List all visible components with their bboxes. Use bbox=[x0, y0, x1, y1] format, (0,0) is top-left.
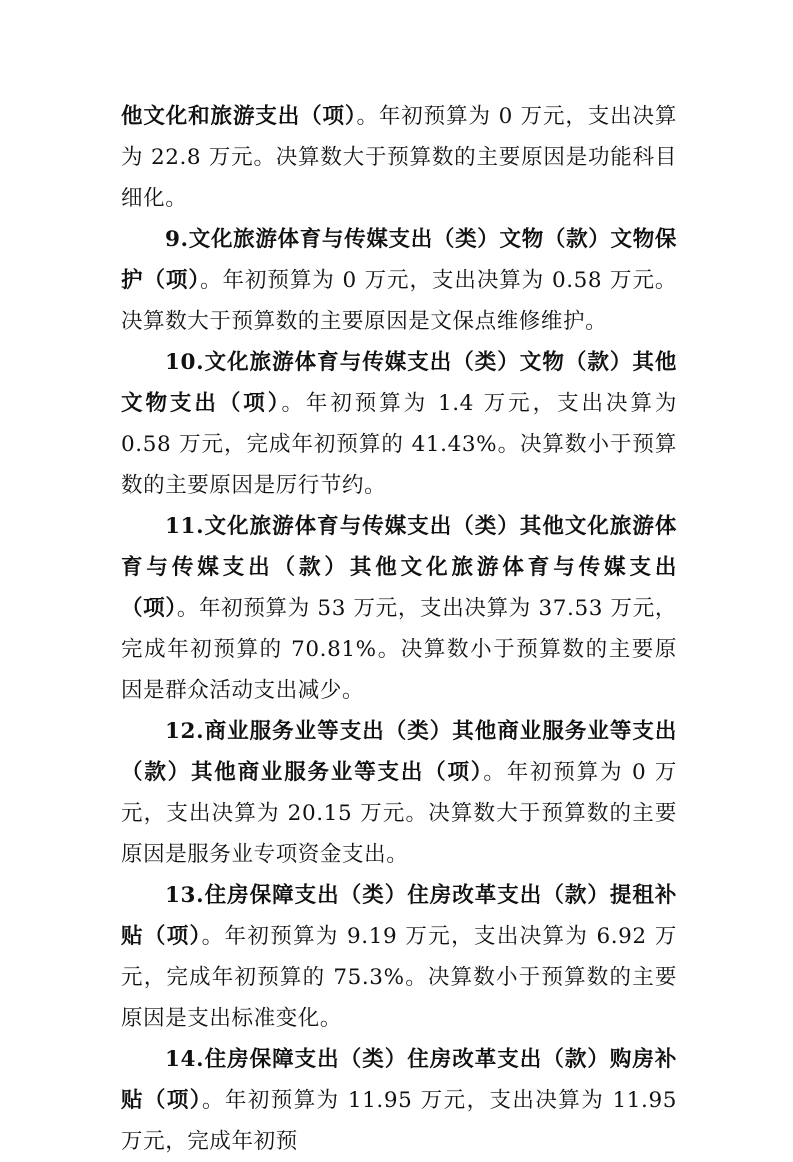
paragraph-text: 。年初预算为 9.19 万元，支出决算为 6.92 万元，完成年初预算的 75.3%。决算数小于预算数的主要原因是支出标准变化。 bbox=[121, 924, 678, 1031]
paragraph-heading: 11.文化旅游体育与传媒支出（类）其他文化旅游体育与传媒支出（款）其他文化旅游体育与传媒支出（项） bbox=[121, 514, 677, 621]
paragraph-9 bbox=[121, 219, 677, 342]
paragraph-heading: 他文化和旅游支出（项） bbox=[121, 104, 357, 129]
paragraph-heading: 10.文化旅游体育与传媒支出（类）文物（款）其他文物支出（项） bbox=[121, 350, 677, 416]
paragraph-heading: 9.文化旅游体育与传媒支出（类）文物（款）文物保护（项） bbox=[121, 227, 677, 293]
paragraph-heading: 13.住房保障支出（类）住房改革支出（款）提租补贴（项） bbox=[121, 883, 677, 949]
paragraph-text: 。年初预算为 0 万元，支出决算为 0.58 万元。决算数大于预算数的主要原因是文保点维修维护。 bbox=[121, 268, 677, 334]
paragraph-text: 。年初预算为 0 万元，支出决算为 22.8 万元。决算数大于预算数的主要原因是功能科目细化。 bbox=[121, 104, 677, 211]
paragraph-heading: 14.住房保障支出（类）住房改革支出（款）购房补贴（项） bbox=[121, 1047, 677, 1113]
paragraph-heading: 12.商业服务业等支出（类）其他商业服务业等支出（款）其他商业服务业等支出（项） bbox=[121, 719, 677, 785]
paragraph-8-continuation bbox=[121, 96, 677, 219]
paragraph-11 bbox=[121, 506, 677, 711]
paragraph-text: 。年初预算为 11.95 万元，支出决算为 11.95 万元，完成年初预 bbox=[121, 1088, 677, 1154]
paragraph-10 bbox=[121, 342, 677, 506]
document-body bbox=[121, 96, 677, 1162]
paragraph-13 bbox=[121, 875, 677, 1039]
paragraph-14 bbox=[121, 1039, 677, 1162]
paragraph-12 bbox=[121, 711, 677, 875]
paragraph-text: 。年初预算为 53 万元，支出决算为 37.53 万元，完成年初预算的 70.81%。决算数小于预算数的主要原因是群众活动支出减少。 bbox=[121, 596, 678, 703]
paragraph-text: 。年初预算为 0 万元，支出决算为 20.15 万元。决算数大于预算数的主要原因是服务业专项资金支出。 bbox=[121, 760, 677, 867]
paragraph-text: 。年初预算为 1.4 万元，支出决算为 0.58 万元，完成年初预算的 41.43%。决算数小于预算数的主要原因是厉行节约。 bbox=[121, 391, 678, 498]
